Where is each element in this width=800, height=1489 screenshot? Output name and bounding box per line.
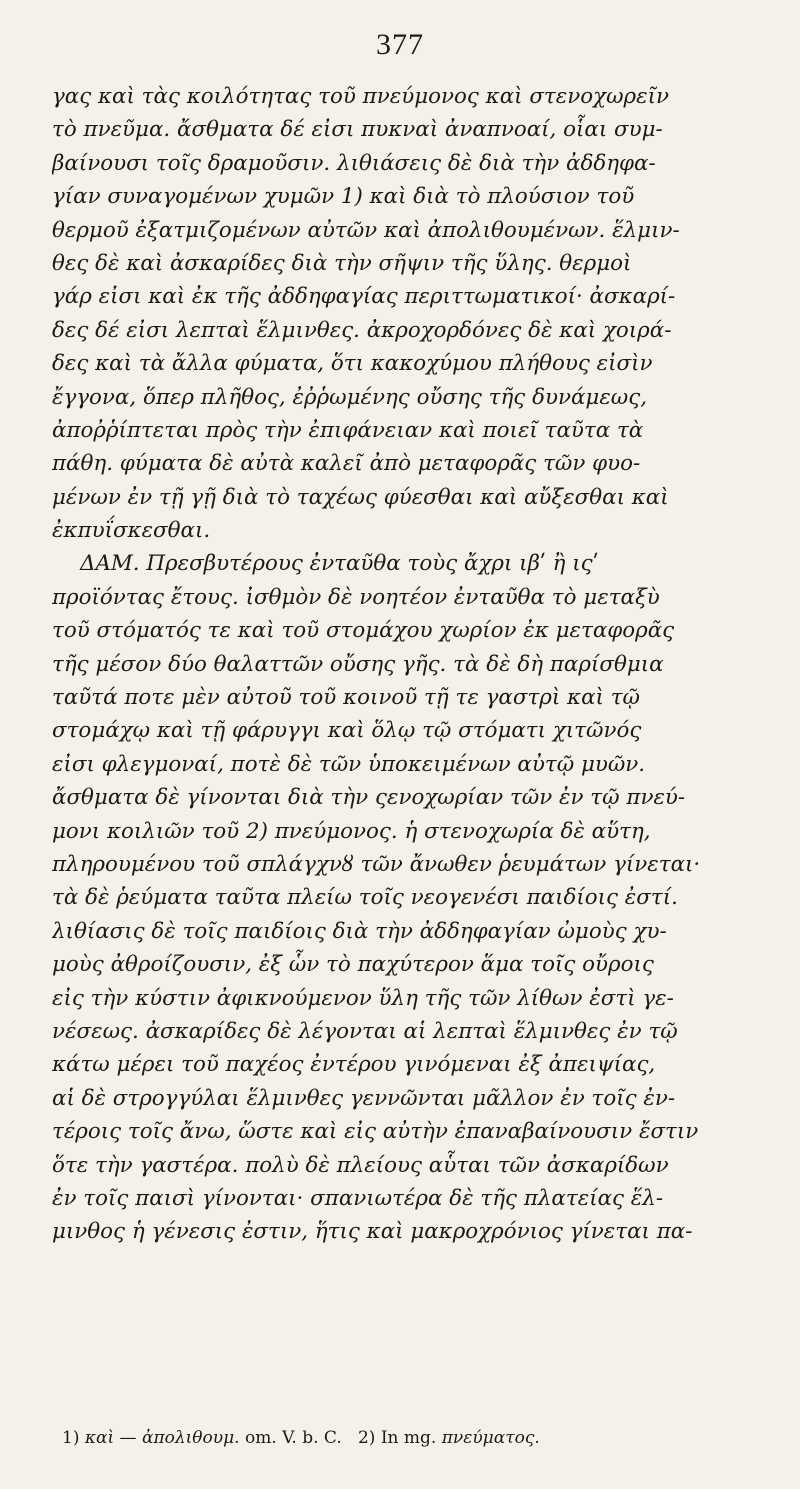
text-line: δες καὶ τὰ ἄλλα φύματα, ὅτι κακοχύμου πλήθους εἰσὶν: [52, 351, 653, 377]
text-line: τὰ δὲ ῥεύματα ταῦτα πλείω τοῖς νεογενέσι παιδίοις ἐστί.: [52, 885, 678, 911]
text-line: μονι κοιλιῶν τοῦ 2) πνεύμονος. ἡ στενοχωρία δὲ αὕτη,: [52, 818, 651, 844]
text-line: θερμοῦ ἐξατμιζομένων αὐτῶν καὶ ἀπολιθουμένων. ἕλμιν-: [52, 217, 680, 243]
footnote-1-marker: 1): [62, 1428, 80, 1448]
footnotes: [62, 1426, 762, 1450]
footnote-2-prefix: In mg.: [380, 1428, 437, 1448]
text-line: στομάχῳ καὶ τῇ φάρυγγι καὶ ὅλῳ τῷ στόματι χιτῶνός: [52, 718, 642, 744]
text-line: τέροις τοῖς ἄνω, ὥστε καὶ εἰς αὐτὴν ἐπαναβαίνουσιν ἔστιν: [52, 1119, 699, 1145]
footnote-1-text: καὶ — ἀπολιθουμ.: [84, 1428, 240, 1448]
body-text: [52, 80, 762, 1249]
text-line: τῆς μέσον δύο θαλαττῶν οὔσης γῆς. τὰ δὲ δὴ παρίσθμια: [52, 651, 664, 677]
text-line: εἰς τὴν κύστιν ἀφικνούμενον ὕλη τῆς τῶν λίθων ἐστὶ γε-: [52, 985, 674, 1011]
text-line: πάθη. φύματα δὲ αὐτὰ καλεῖ ἀπὸ μεταφορᾶς τῶν φυο-: [52, 451, 641, 477]
text-line: ἄσθματα δὲ γίνονται διὰ τὴν ςενοχωρίαν τῶν ἐν τῷ πνεύ-: [52, 785, 686, 811]
text-line: ἔγγονα, ὅπερ πλῆθος, ἐῤῥωμένης οὔσης τῆς δυνάμεως,: [52, 384, 648, 410]
footnote-2-text: πνεύματος.: [441, 1428, 540, 1448]
text-line: θες δὲ καὶ ἀσκαρίδες διὰ τὴν σῆψιν τῆς ὕλης. θερμοὶ: [52, 250, 632, 276]
text-line: προϊόντας ἔτους. ἰσθμὸν δὲ νοητέον ἐνταῦθα τὸ μεταξὺ: [52, 584, 660, 610]
text-line: νέσεως. ἀσκαρίδες δὲ λέγονται αἱ λεπταὶ ἕλμινθες ἐν τῷ: [52, 1018, 678, 1044]
text-line: μένων ἐν τῇ γῇ διὰ τὸ ταχέως φύεσθαι καὶ αὔξεσθαι καὶ: [52, 484, 669, 510]
text-line: μοὺς ἀθροίζουσιν, ἐξ ὧν τὸ παχύτερον ἅμα τοῖς οὔροις: [52, 952, 654, 978]
text-line: κάτω μέρει τοῦ παχέος ἐντέρου γινόμεναι ἐξ ἀπειψίας,: [52, 1052, 656, 1078]
text-line: δες δέ εἰσι λεπταὶ ἕλμινθες. ἀκροχορδόνες δὲ καὶ χοιρά-: [52, 317, 672, 343]
footnote-2-marker: 2): [357, 1428, 376, 1448]
page-number: 377: [376, 28, 424, 61]
section-start-line: ΔΑΜ. Πρεσβυτέρους ἐνταῦθα τοὺς ἄχρι ιβʹ ἢ ιςʹ: [80, 551, 599, 577]
text-line: γάρ εἰσι καὶ ἐκ τῆς ἀδδηφαγίας περιττωματικοί· ἀσκαρί-: [52, 284, 676, 310]
text-line: πληρουμένου τοῦ σπλάγχνȣ τῶν ἄνωθεν ῥευμάτων γίνεται·: [52, 851, 701, 877]
text-line: αἱ δὲ στρογγύλαι ἕλμινθες γεννῶνται μᾶλλον ἐν τοῖς ἐν-: [52, 1085, 676, 1111]
text-line: ἀποῤῥίπτεται πρὸς τὴν ἐπιφάνειαν καὶ ποιεῖ ταῦτα τὰ: [52, 417, 644, 443]
text-line: μινθος ἡ γένεσις ἐστιν, ἥτις καὶ μακροχρόνιος γίνεται πα-: [52, 1219, 693, 1245]
text-line: γίαν συναγομένων χυμῶν 1) καὶ διὰ τὸ πλούσιον τοῦ: [52, 184, 635, 210]
text-line: τὸ πνεῦμα. ἄσθματα δέ εἰσι πυκναὶ ἀναπνοαί, οἷαι συμ-: [52, 117, 663, 143]
text-line: ἐν τοῖς παισὶ γίνονται· σπανιωτέρα δὲ τῆς πλατείας ἕλ-: [52, 1185, 664, 1211]
text-line: γας καὶ τὰς κοιλότητας τοῦ πνεύμονος καὶ στενοχωρεῖν: [52, 84, 669, 109]
footnote-1-note: om. V. b. C.: [244, 1428, 342, 1448]
text-line: ταῦτά ποτε μὲν αὐτοῦ τοῦ κοινοῦ τῇ τε γαστρὶ καὶ τῷ: [52, 685, 640, 711]
text-line: λιθίασις δὲ τοῖς παιδίοις διὰ τὴν ἀδδηφαγίαν ὠμοὺς χυ-: [52, 918, 667, 944]
text-line: ὅτε τὴν γαστέρα. πολὺ δὲ πλείους αὗται τῶν ἀσκαρίδων: [52, 1152, 669, 1178]
text-line: τοῦ στόματός τε καὶ τοῦ στομάχου χωρίον ἐκ μεταφορᾶς: [52, 618, 675, 644]
text-line: εἰσι φλεγμοναί, ποτὲ δὲ τῶν ὑποκειμένων αὐτῷ μυῶν.: [52, 751, 646, 777]
text-line: βαίνουσι τοῖς δραμοῦσιν. λιθιάσεις δὲ διὰ τὴν ἀδδηφα-: [52, 150, 656, 176]
text-line: ἐκπυΐσκεσθαι.: [52, 518, 211, 544]
